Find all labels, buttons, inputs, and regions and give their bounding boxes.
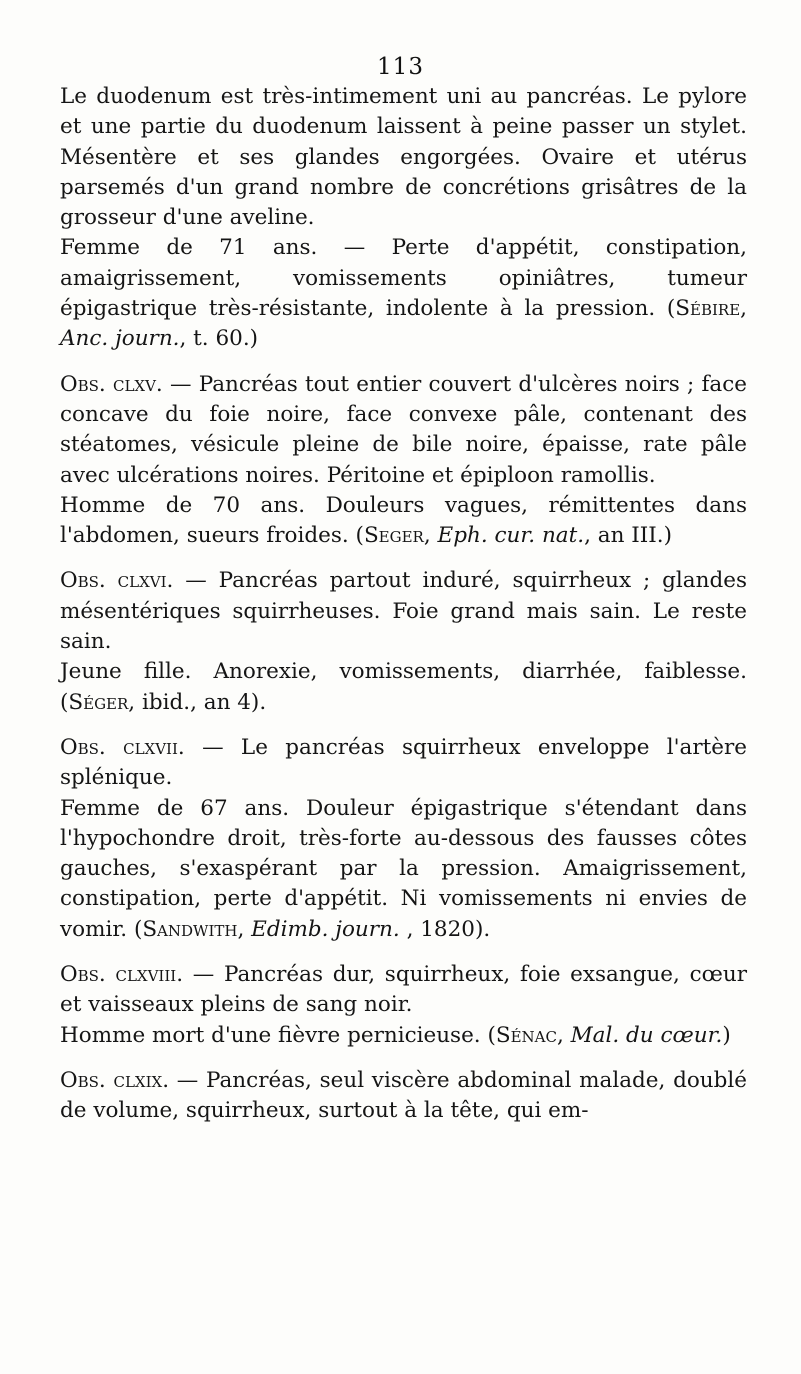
observation-paragraph	[60, 1066, 747, 1127]
text-run: — Pancréas partout induré, squirrheux ; glandes mésentériques squirrheuses. Foie grand mais sain. Le reste sain.	[60, 568, 747, 655]
text-run: — Pancréas dur, squirrheux, foie exsangue, cœur et vaisseaux pleins de sang noir.	[60, 962, 747, 1018]
small-caps-text: Sandwith	[142, 916, 238, 942]
small-caps-text: Seger	[363, 523, 424, 549]
italic-citation: Edimb. journ.	[251, 916, 400, 942]
text-run: — Pancréas tout entier couvert d'ulcères noirs ; face concave du foie noire, face convexe pâle, contenant des stéatomes, vésicule pleine de bile noire, épaisse, rate pâle avec ulcérations noires. Péritoine et épiploon ramollis.	[60, 371, 747, 488]
case-paragraph	[60, 1021, 747, 1051]
text-run: — Pancréas, seul viscère abdominal malade, doublé de volume, squirrheux, surtout à la tête, qui em-	[60, 1067, 748, 1124]
text-run: Le duodenum est très-intimement uni au pancréas. Le pylore et une partie du duodenum laissent à peine passer un stylet. Mésentère et ses glandes engorgées. Ovaire et utérus parsemés d'un grand nombre de concrétions grisâtres de la grosseur d'une aveline.	[60, 84, 747, 231]
text-run: Femme de 71 ans. — Perte d'appétit, constipation, amaigrissement, vomissements opiniâtres, tumeur épigastrique très-résistante, indolente à la pression. (	[60, 235, 747, 322]
observation-paragraph	[60, 370, 747, 491]
small-caps-text: Obs. clxviii.	[60, 962, 184, 988]
case-paragraph	[60, 233, 747, 354]
body-text	[60, 82, 747, 1127]
observation-paragraph	[60, 566, 747, 657]
italic-citation: Anc. journ.	[60, 326, 180, 352]
text-run: — Le pancréas squirrheux enveloppe l'artère splénique.	[60, 734, 748, 791]
italic-citation: Eph. cur. nat.	[437, 523, 585, 549]
case-paragraph	[60, 491, 747, 552]
small-caps-text: Sénac	[495, 1022, 557, 1048]
text-run: ,	[740, 296, 747, 322]
small-caps-text: Sébire	[675, 296, 741, 322]
page-number: 113	[377, 54, 424, 80]
text-run: , ibid., an 4).	[128, 689, 267, 715]
text-run: ,	[237, 916, 252, 942]
text-run: Jeune fille. Anorexie, vomissements, diarrhée, faiblesse. (	[60, 659, 747, 715]
case-paragraph	[60, 657, 747, 718]
small-caps-text: Obs. clxix.	[60, 1067, 170, 1093]
small-caps-text: Obs. clxvi.	[60, 568, 174, 594]
text-run: ,	[557, 1022, 571, 1048]
small-caps-text: Obs. clxvii.	[60, 734, 185, 760]
case-paragraph	[60, 82, 747, 233]
text-run: Homme mort d'une fièvre pernicieuse. (	[60, 1022, 496, 1048]
text-run: Femme de 67 ans. Douleur épigastrique s'étendant dans l'hypochondre droit, très-forte au-dessous des fausses côtes gauches, s'exaspérant par la pression. Amaigrissement, constipation, perte d'appétit. Ni vomissements ni envies de vomir. (	[60, 795, 747, 942]
text-run: Homme de 70 ans. Douleurs vagues, rémittentes dans l'abdomen, sueurs froides. (	[60, 492, 747, 549]
text-run: , an III.)	[584, 523, 672, 549]
observation-paragraph	[60, 960, 747, 1021]
text-run: )	[722, 1022, 731, 1048]
observation-paragraph	[60, 733, 747, 794]
text-run: , t. 60.)	[179, 326, 259, 352]
text-run: , 1820).	[399, 916, 491, 942]
case-paragraph	[60, 794, 747, 945]
small-caps-text: Obs. clxv.	[60, 371, 163, 397]
text-run: ,	[423, 523, 438, 549]
italic-citation: Mal. du cœur.	[570, 1022, 723, 1048]
small-caps-text: Séger	[68, 689, 129, 715]
